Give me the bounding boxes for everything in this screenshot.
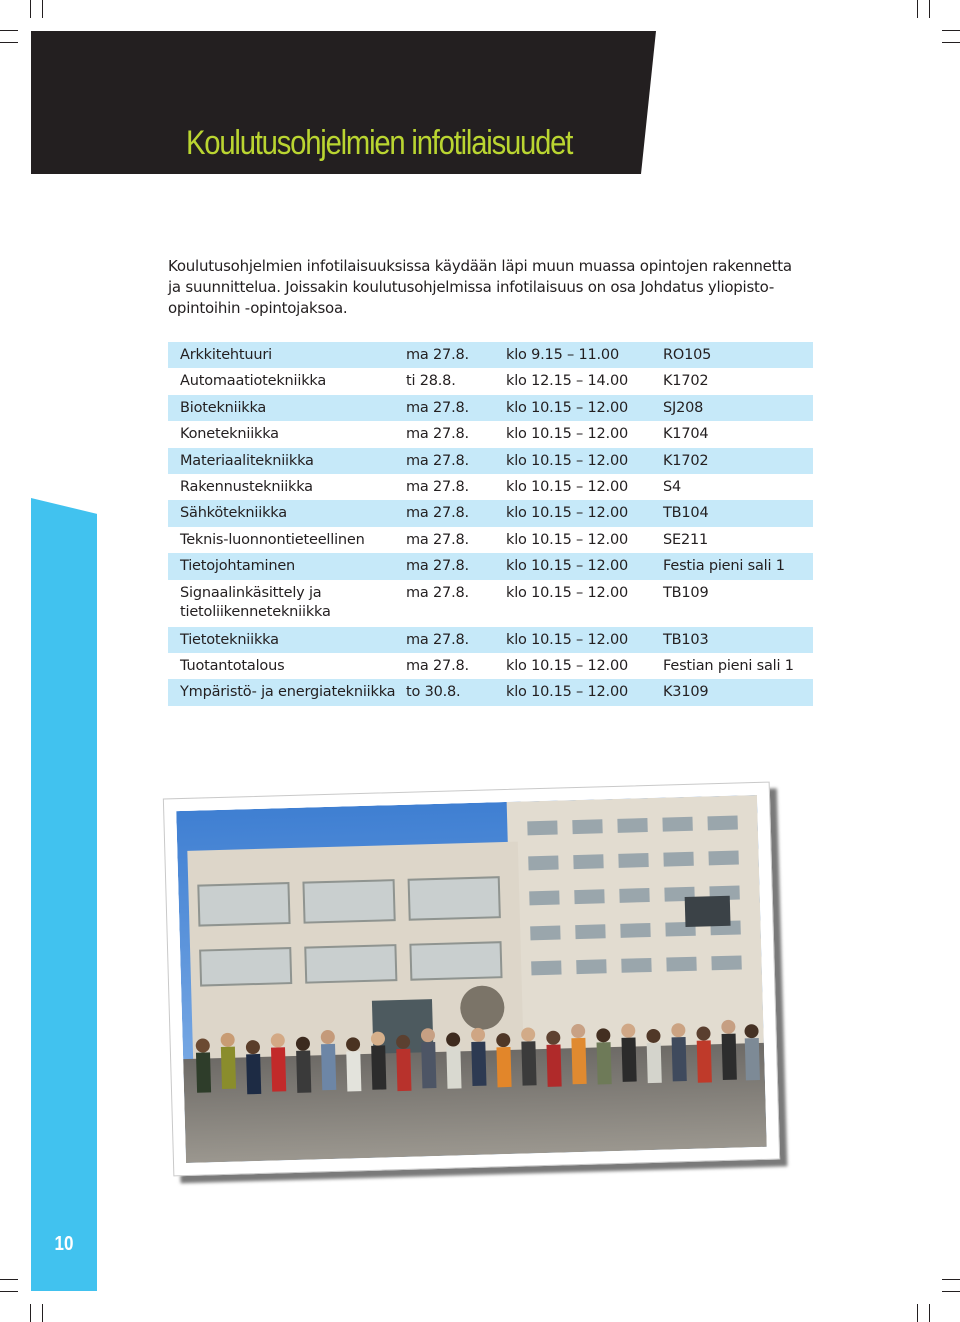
program-cell: Rakennustekniikka bbox=[180, 478, 313, 495]
time-cell: klo 10.15 – 12.00 bbox=[506, 531, 628, 548]
campus-photo-frame bbox=[163, 782, 780, 1177]
room-cell: TB104 bbox=[663, 500, 813, 526]
schedule-row bbox=[168, 500, 813, 526]
date-cell: ma 27.8. bbox=[406, 584, 469, 601]
time-cell: klo 10.15 – 12.00 bbox=[506, 395, 663, 421]
program-cell: Teknis-luonnontieteellinen bbox=[180, 531, 365, 548]
schedule-row bbox=[168, 395, 813, 421]
sidebar-band bbox=[31, 498, 97, 1291]
crop-mark bbox=[0, 1291, 18, 1292]
page-title: Koulutusohjelmien infotilaisuudet bbox=[186, 124, 573, 162]
schedule-row bbox=[168, 653, 813, 679]
schedule-row bbox=[168, 527, 813, 553]
program-cell: Materiaalitekniikka bbox=[168, 448, 406, 474]
date-cell: ma 27.8. bbox=[406, 627, 506, 653]
date-cell: ma 27.8. bbox=[406, 657, 469, 674]
program-cell: Arkkitehtuuri bbox=[168, 342, 406, 368]
program-cell: Tietojohtaminen bbox=[168, 553, 406, 579]
intro-paragraph: Koulutusohjelmien infotilaisuuksissa käydään läpi muun muassa opintojen rakennetta ja suunnittelua. Joissakin koulutusohjelmissa infotilaisuus on osa Johdatus yliopisto-opintoihin -opintojaksoa. bbox=[168, 257, 792, 317]
crop-mark bbox=[942, 30, 960, 31]
room-cell: Festia pieni sali 1 bbox=[663, 553, 813, 579]
program-cell: Tietotekniikka bbox=[168, 627, 406, 653]
room-cell: TB103 bbox=[663, 627, 813, 653]
time-cell: klo 9.15 – 11.00 bbox=[506, 342, 663, 368]
room-cell: Festian pieni sali 1 bbox=[663, 657, 794, 674]
date-cell: ma 27.8. bbox=[406, 426, 469, 443]
program-cell: Ympäristö- ja energiatekniikka bbox=[168, 679, 406, 705]
crop-mark bbox=[42, 0, 43, 18]
schedule-row bbox=[168, 627, 813, 653]
schedule-row bbox=[168, 474, 813, 500]
crop-mark bbox=[942, 1291, 960, 1292]
campus-photo bbox=[176, 795, 767, 1163]
program-cell: Biotekniikka bbox=[168, 395, 406, 421]
crop-mark bbox=[942, 42, 960, 43]
crop-mark bbox=[917, 1304, 918, 1322]
date-cell: ma 27.8. bbox=[406, 531, 469, 548]
date-cell: ti 28.8. bbox=[406, 373, 456, 390]
date-cell: ma 27.8. bbox=[406, 395, 506, 421]
schedule-row bbox=[168, 679, 813, 705]
schedule-row bbox=[168, 368, 813, 394]
crop-mark bbox=[929, 1304, 930, 1322]
crop-mark bbox=[0, 30, 18, 31]
schedule-table bbox=[168, 342, 813, 706]
time-cell: klo 10.15 – 12.00 bbox=[506, 448, 663, 474]
room-cell: K3109 bbox=[663, 679, 813, 705]
crop-mark bbox=[929, 0, 930, 18]
room-cell: K1702 bbox=[663, 448, 813, 474]
room-cell: SJ208 bbox=[663, 395, 813, 421]
room-cell: K1702 bbox=[663, 373, 709, 390]
program-cell: Tuotantotalous bbox=[180, 657, 285, 674]
program-cell: Signaalinkäsittely ja tietoliikennetekniikka bbox=[180, 584, 331, 620]
date-cell: ma 27.8. bbox=[406, 500, 506, 526]
time-cell: klo 10.15 – 12.00 bbox=[506, 584, 628, 601]
time-cell: klo 12.15 – 14.00 bbox=[506, 373, 628, 390]
time-cell: klo 10.15 – 12.00 bbox=[506, 426, 628, 443]
date-cell: ma 27.8. bbox=[406, 478, 469, 495]
room-cell: RO105 bbox=[663, 342, 813, 368]
schedule-row bbox=[168, 342, 813, 368]
time-cell: klo 10.15 – 12.00 bbox=[506, 553, 663, 579]
schedule-row bbox=[168, 580, 813, 627]
date-cell: to 30.8. bbox=[406, 679, 506, 705]
time-cell: klo 10.15 – 12.00 bbox=[506, 679, 663, 705]
room-cell: SE211 bbox=[663, 531, 709, 548]
page-number: 10 bbox=[54, 1233, 74, 1255]
crop-mark bbox=[30, 1304, 31, 1322]
schedule-row bbox=[168, 553, 813, 579]
room-cell: S4 bbox=[663, 478, 682, 495]
program-cell: Sähkötekniikka bbox=[168, 500, 406, 526]
schedule-row bbox=[168, 448, 813, 474]
date-cell: ma 27.8. bbox=[406, 448, 506, 474]
crop-mark bbox=[0, 1279, 18, 1280]
time-cell: klo 10.15 – 12.00 bbox=[506, 627, 663, 653]
time-cell: klo 10.15 – 12.00 bbox=[506, 657, 628, 674]
crop-mark bbox=[917, 0, 918, 18]
program-cell: Automaatiotekniikka bbox=[180, 373, 327, 390]
schedule-row bbox=[168, 421, 813, 447]
crop-mark bbox=[942, 1279, 960, 1280]
time-cell: klo 10.15 – 12.00 bbox=[506, 500, 663, 526]
crop-mark bbox=[0, 42, 18, 43]
crop-mark bbox=[30, 0, 31, 18]
program-cell: Konetekniikka bbox=[180, 426, 279, 443]
date-cell: ma 27.8. bbox=[406, 553, 506, 579]
room-cell: TB109 bbox=[663, 584, 709, 601]
crop-mark bbox=[42, 1304, 43, 1322]
date-cell: ma 27.8. bbox=[406, 342, 506, 368]
time-cell: klo 10.15 – 12.00 bbox=[506, 478, 628, 495]
room-cell: K1704 bbox=[663, 426, 709, 443]
